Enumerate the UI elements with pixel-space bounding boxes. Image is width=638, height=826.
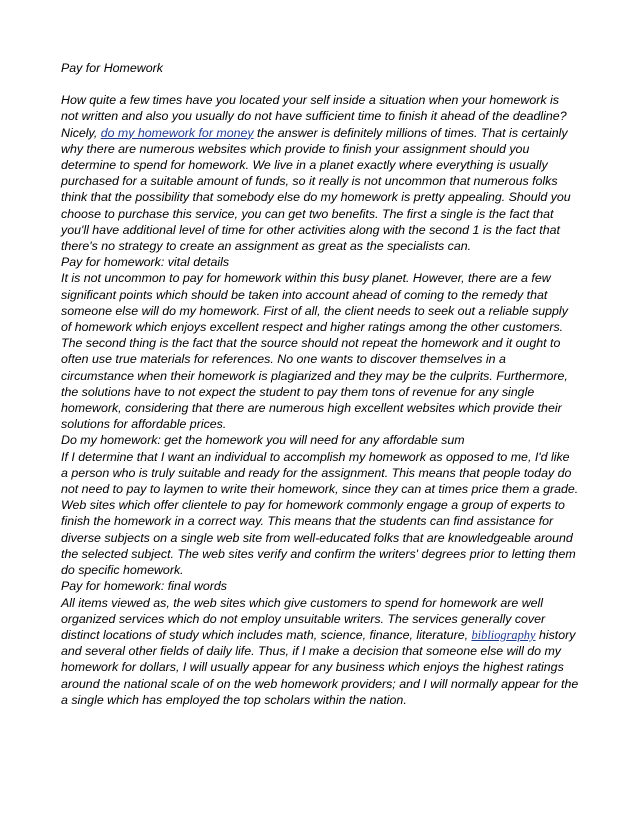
section3-text-start: All items viewed as, the web sites which give customers to spend for homework are well organized services which do not employ unsuitable writers. The services generally cover distinct locations of study which includes math, science, finance, literature, — [61, 595, 546, 642]
section2-body: If I determine that I want an individual to accomplish my homework as opposed to me, I'd like a person who is truly suitable and ready for the assignment. This means that people today do not need to pay to laymen to write their homework, since they can at times price them a grade. Web sites which offer clientele to pay for homework commonly engage a group of experts to finish the homework in a correct way. This means that the students can find assistance for diverse subjects on a single web site from well-educated folks that are knowledgeable around the selected subject. The web sites verify and confirm the writers' degrees prior to letting them do specific homework. — [61, 449, 579, 578]
section3-body — [61, 595, 579, 708]
do-my-homework-link[interactable]: do my homework for money — [100, 125, 254, 140]
document-title: Pay for Homework — [61, 61, 163, 75]
section3-text-end: history and several other fields of daily life. Thus, if I make a decision that someone else will do my homework for dollars, I will usually appear for any business which enjoys the highest ratings around the national scale of on the web homework providers; and I will normally appear for the a single which has employed the top scholars within the nation. — [61, 627, 579, 707]
document-page — [61, 60, 579, 708]
section2-heading: Do my homework: get the homework you will need for any affordable sum — [61, 433, 465, 448]
section1-body: It is not uncommon to pay for homework within this busy planet. However, there are a few significant points which should be taken into account ahead of coming to the remedy that someone else will do my homework. First of all, the client needs to seek out a reliable supply of homework which enjoys excellent respect and higher ratings among the other customers. The second thing is the fact that the source should not repeat the homework and it ought to often use true materials for references. No one wants to discover themselves in a circumstance when their homework is plagiarized and they may be the culprits. Furthermore, the solutions have to not expect the student to pay them tons of revenue for any single homework, considering that there are numerous high excellent websites which provide their solutions for affordable prices. — [61, 271, 568, 432]
intro-text-end: the answer is definitely millions of times. That is certainly why there are numerous websites which provide to finish your assignment should you determine to spend for homework. We live in a planet exactly where everything is usually purchased for a suitable amount of funds, so it really is not uncommon that numerous folks think that the possibility that somebody else do my homework is pretty appealing. Should you choose to purchase this service, you can get two benefits. The first a single is the fact that you'll have additional level of time for other activities along with the second 1 is the fact that there's no strategy to create an assignment as great as the specialists can. — [61, 125, 571, 254]
intro-text-start: How quite a few times have you located your self inside a situation when your homework is not written and also you usually do not have sufficient time to finish it ahead of the deadline? Nicely, — [61, 93, 567, 140]
section1-heading: Pay for homework: vital details — [61, 255, 230, 270]
section3-heading: Pay for homework: final words — [61, 579, 227, 594]
intro-paragraph — [61, 92, 579, 254]
bibliography-link[interactable]: bibliography — [471, 627, 536, 642]
